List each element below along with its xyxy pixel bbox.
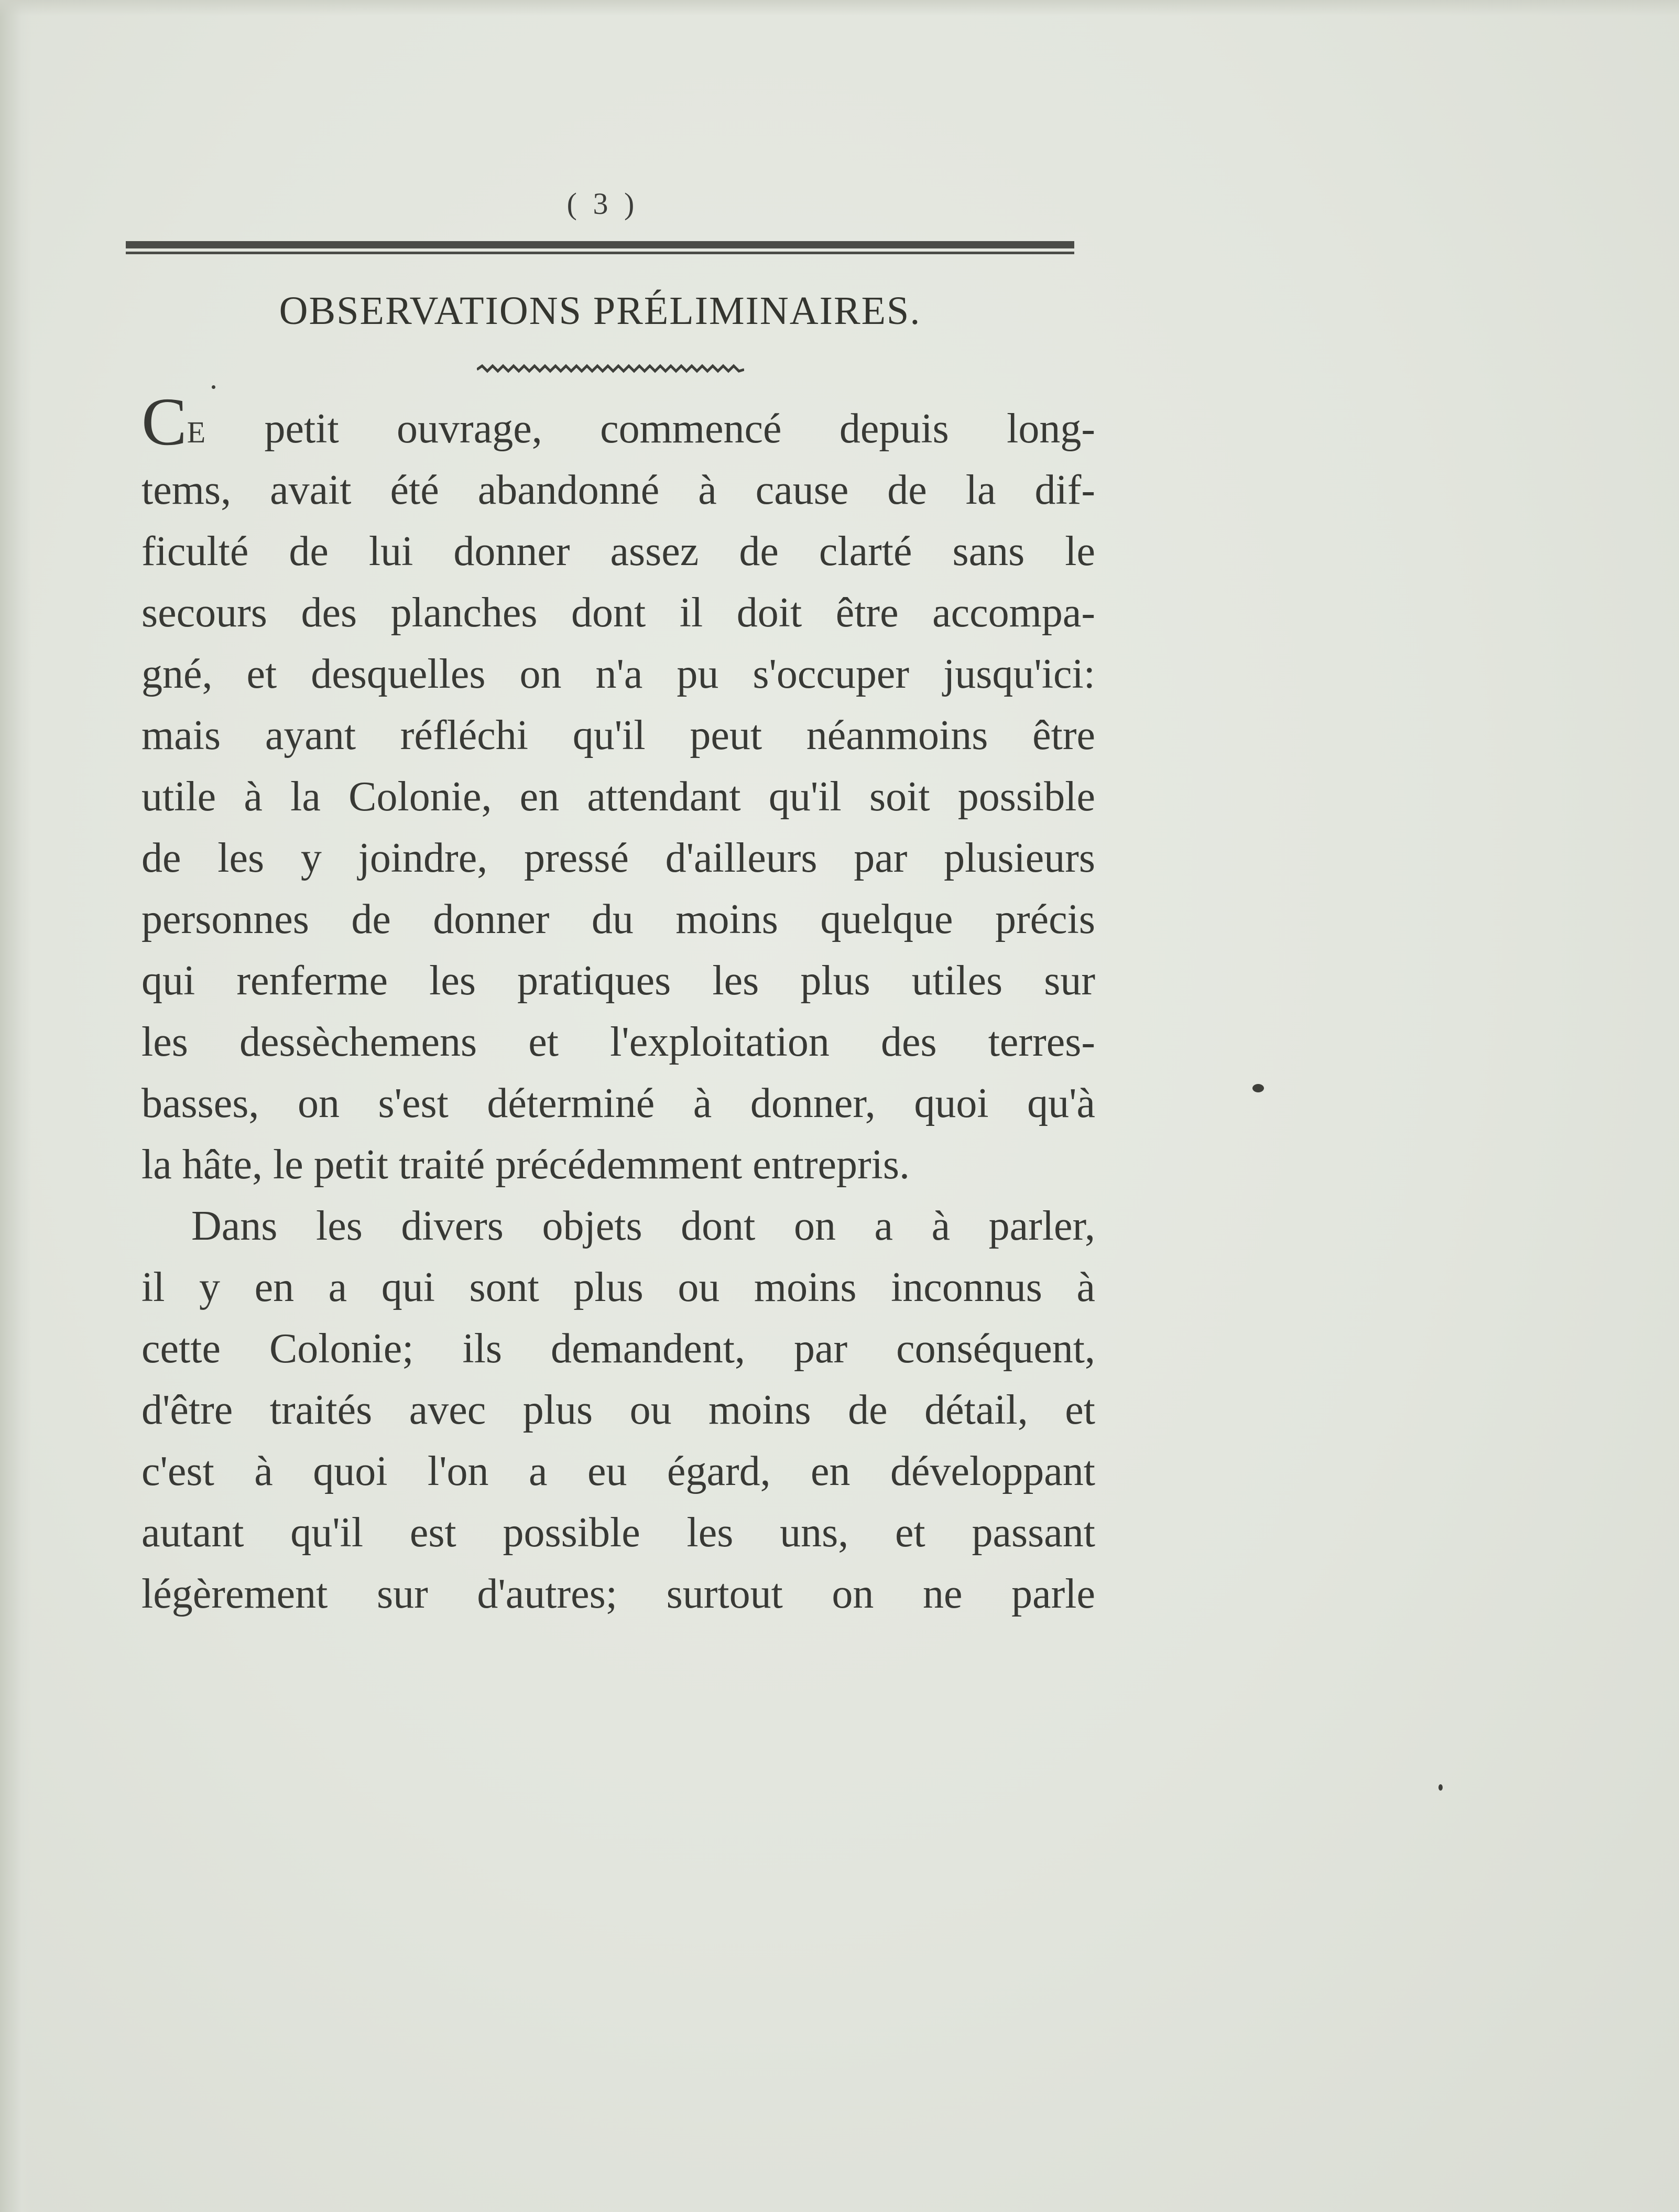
text-line: ficulté de lui donner assez de clarté sans le (141, 528, 1095, 574)
header-rule (126, 241, 1074, 254)
page-number: ( 3 ) (566, 187, 639, 221)
drop-cap-rest: E (187, 415, 207, 449)
text-line: de les y joindre, pressé d'ailleurs par plusieurs (141, 835, 1095, 881)
text-line: autant qu'il est possible les uns, et passant (141, 1510, 1095, 1556)
text-line: utile à la Colonie, en attendant qu'il soit possible (141, 774, 1095, 820)
text-line: la hâte, le petit traité précédemment entrepris. (141, 1142, 910, 1188)
text-line: c'est à quoi l'on a eu égard, en développant (141, 1448, 1095, 1494)
text-line: qui renferme les pratiques les plus utiles sur (141, 958, 1095, 1004)
text-line: légèrement sur d'autres; surtout on ne parle (141, 1571, 1095, 1617)
text-line: secours des planches dont il doit être accompa- (141, 590, 1095, 636)
ink-speck (1252, 1084, 1264, 1092)
drop-cap: C (141, 384, 187, 460)
text-line: petit ouvrage, commencé depuis long- (206, 406, 1095, 452)
text-line: il y en a qui sont plus ou moins inconnus à (141, 1264, 1095, 1310)
page-top-edge (0, 0, 1679, 16)
title-ornament (477, 364, 744, 375)
text-line: tems, avait été abandonné à cause de la dif- (141, 467, 1095, 513)
paragraph-2-line-1: Dans les divers objets dont on a à parler, (191, 1203, 1095, 1249)
text-line: gné, et desquelles on n'a pu s'occuper jusqu'ici: (141, 651, 1095, 697)
page-title: OBSERVATIONS PRÉLIMINAIRES. (279, 289, 921, 333)
text-line: basses, on s'est déterminé à donner, quoi qu'à (141, 1080, 1095, 1126)
body-text (141, 384, 1095, 1625)
paragraph-1-line-1 (141, 384, 1095, 460)
ink-speck (212, 385, 215, 389)
text-line: cette Colonie; ils demandent, par conséquent, (141, 1326, 1095, 1372)
text-line: mais ayant réfléchi qu'il peut néanmoins être (141, 712, 1095, 758)
page-left-edge (0, 0, 31, 2212)
text-line: d'être traités avec plus ou moins de détail, et (141, 1387, 1095, 1433)
text-line: personnes de donner du moins quelque précis (141, 896, 1095, 942)
text-line: les dessèchemens et l'exploitation des terres- (141, 1019, 1095, 1065)
ink-speck (1438, 1784, 1443, 1791)
